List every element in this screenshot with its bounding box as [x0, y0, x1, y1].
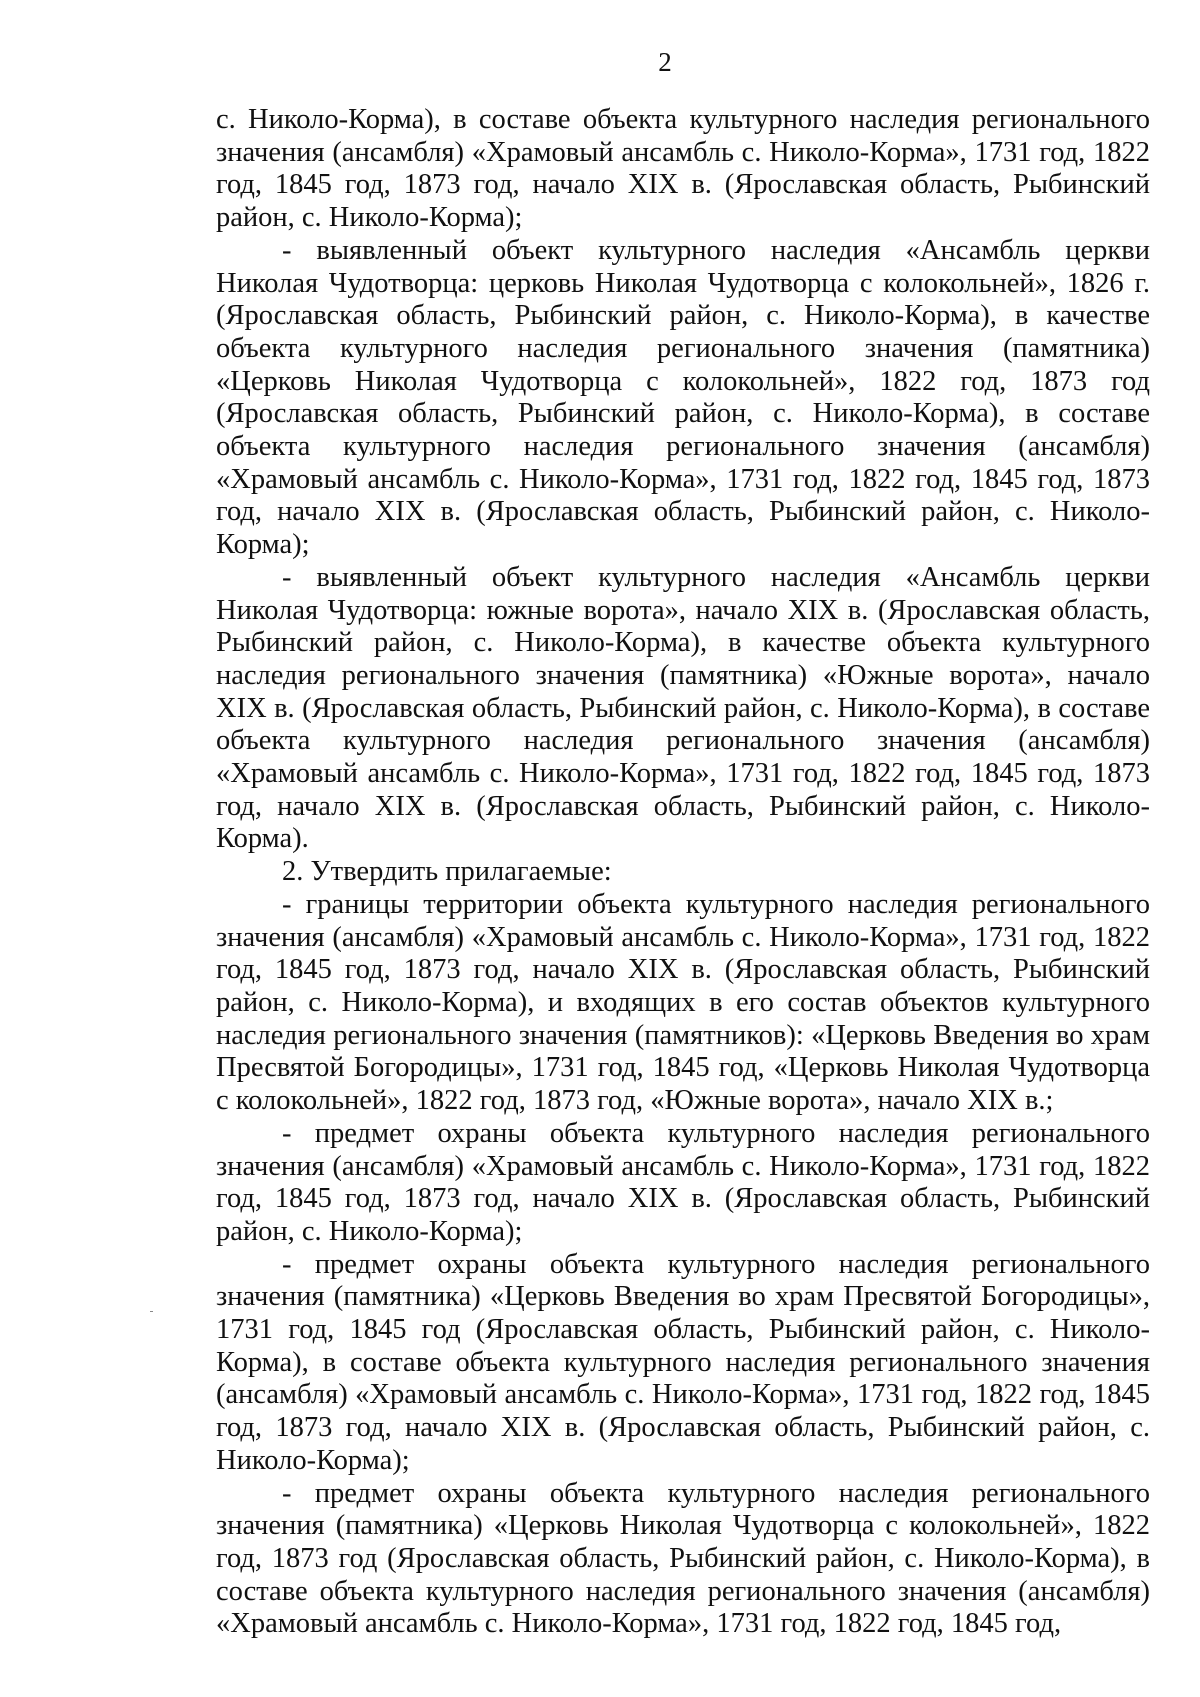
- list-item-territory-boundaries: - границы территории объекта культурного наследия регионального значения (ансамбля) «Храмовый ансамбль с. Николо-Корма», 1731 год, 1822 год, 1845 год, 1873 год, начало XIX в. (Ярославская область, Рыбинский район, с. Николо-Корма), и входящих в его состав объектов культурного наследия регионального значения (памятников): «Церковь Введения во храм Пресвятой Богородицы», 1731 год, 1845 год, «Церковь Николая Чудотворца с колокольней», 1822 год, 1873 год, «Южные ворота», начало XIX в.;: [216, 888, 1150, 1117]
- clause-2-heading: 2. Утвердить прилагаемые:: [282, 856, 612, 888]
- scan-speck: [150, 1311, 153, 1312]
- document-body: [216, 104, 1150, 1641]
- list-item-nikolai-church: - выявленный объект культурного наследия «Ансамбль церкви Николая Чудотворца: церковь Николая Чудотворца с колокольней», 1826 г. (Ярославская область, Рыбинский район, с. Николо-Корма), в качестве объекта культурного наследия регионального значения (памятника) «Церковь Николая Чудотворца с колокольней», 1822 год, 1873 год (Ярославская область, Рыбинский район, с. Николо-Корма), в составе объекта культурного наследия регионального значения (ансамбля) «Храмовый ансамбль с. Николо-Корма», 1731 год, 1822 год, 1845 год, 1873 год, начало XIX в. (Ярославская область, Рыбинский район, с. Николо-Корма);: [216, 234, 1150, 561]
- list-item-protection-subject-vvedenie-church: - предмет охраны объекта культурного наследия регионального значения (памятника) «Церковь Введения во храм Пресвятой Богородицы», 1731 год, 1845 год (Ярославская область, Рыбинский район, с. Николо-Корма), в составе объекта культурного наследия регионального значения (ансамбля) «Храмовый ансамбль с. Николо-Корма», 1731 год, 1822 год, 1845 год, 1873 год, начало XIX в. (Ярославская область, Рыбинский район, с. Николо-Корма);: [216, 1248, 1150, 1476]
- list-item-south-gate: - выявленный объект культурного наследия «Ансамбль церкви Николая Чудотворца: южные ворота», начало XIX в. (Ярославская область, Рыбинский район, с. Николо-Корма), в качестве объекта культурного наследия регионального значения (памятника) «Южные ворота», начало XIX в. (Ярославская область, Рыбинский район, с. Николо-Корма), в составе объекта культурного наследия регионального значения (ансамбля) «Храмовый ансамбль с. Николо-Корма», 1731 год, 1822 год, 1845 год, 1873 год, начало XIX в. (Ярославская область, Рыбинский район, с. Николо-Корма).: [216, 561, 1150, 855]
- list-item-protection-subject-nikolai-church: - предмет охраны объекта культурного наследия регионального значения (памятника) «Церковь Николая Чудотворца с колокольней», 1822 год, 1873 год (Ярославская область, Рыбинский район, с. Николо-Корма), в составе объекта культурного наследия регионального значения (ансамбля) «Храмовый ансамбль с. Николо-Корма», 1731 год, 1822 год, 1845 год,: [216, 1477, 1150, 1640]
- paragraph-continuation: с. Николо-Корма), в составе объекта культурного наследия регионального значения (ансамбля) «Храмовый ансамбль с. Николо-Корма», 1731 год, 1822 год, 1845 год, 1873 год, начало XIX в. (Ярославская область, Рыбинский район, с. Николо-Корма);: [216, 104, 1150, 234]
- page-number: 2: [658, 47, 672, 77]
- list-item-protection-subject-ensemble: - предмет охраны объекта культурного наследия регионального значения (ансамбля) «Храмовый ансамбль с. Николо-Корма», 1731 год, 1822 год, 1845 год, 1873 год, начало XIX в. (Ярославская область, Рыбинский район, с. Николо-Корма);: [216, 1117, 1150, 1247]
